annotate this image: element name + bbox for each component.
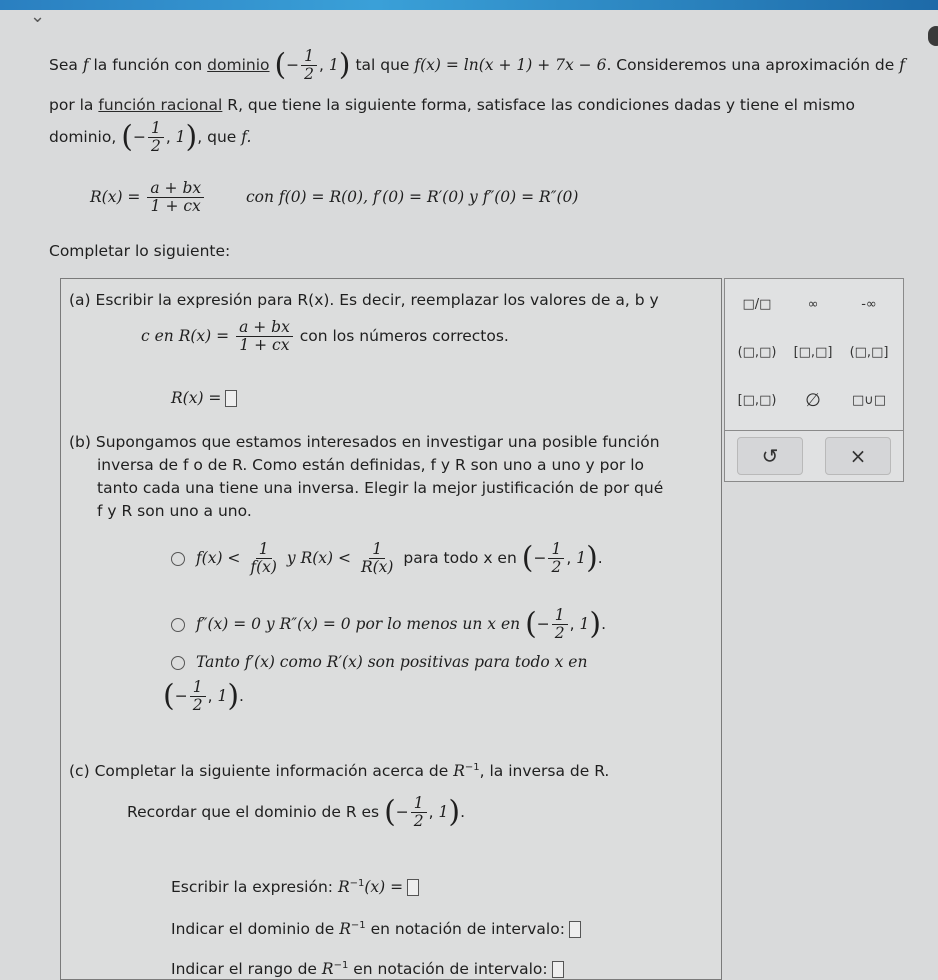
funcion-racional-link[interactable]: función racional (98, 96, 223, 114)
union-button[interactable]: □∪□ (851, 393, 887, 408)
chevron-down-icon[interactable]: ⌄ (30, 6, 46, 27)
interval: (− $\frac{1}{2}$ , 1) (274, 47, 351, 84)
option-3[interactable]: Tanto f′(x) como R′(x) son positivas para todo x en (171, 651, 711, 673)
question-panel (60, 278, 722, 980)
part-a-line-2: c en R(x) = $\frac{a + bx}{1 + cx}$ con los números correctos. (141, 318, 509, 355)
part-c-range: Indicar el rango de $R^{-1}$ en notación de intervalo: (171, 955, 731, 980)
part-c-line-2: Recordar que el dominio de R es (− $\frac{1}{2}$ , 1). (127, 794, 466, 831)
math-palette (724, 278, 904, 432)
part-b-line-1: (b) Supongamos que estamos interesados en investigar una posible función (69, 433, 660, 451)
radio-option-1[interactable] (171, 552, 185, 566)
inverse-expression-input[interactable] (407, 879, 419, 896)
intro-line-3: dominio, (− $\frac{1}{2}$ , 1), que f. (49, 119, 252, 156)
scroll-handle[interactable] (928, 26, 938, 46)
part-a-line-1: (a) Escribir la expresión para R(x). Es decir, reemplazar los valores de a, b y (69, 291, 659, 309)
part-b-line-4: f y R son uno a uno. (97, 502, 252, 520)
neg-infinity-button[interactable]: -∞ (861, 297, 877, 312)
open-closed-interval-button[interactable]: (□,□] (849, 345, 889, 360)
rx-definition: R(x) = $\frac{a + bx}{1 + cx}$ con f(0) = R(0), f′(0) = R′(0) y f″(0) = R″(0) (90, 179, 579, 216)
rx-answer-input[interactable] (225, 390, 237, 407)
part-b-line-3: tanto cada una tiene una inversa. Elegir la mejor justificación de por qué (97, 479, 664, 497)
palette-actions (724, 430, 904, 482)
intro-line-1: Sea f la función con dominio (− $\frac{1}{2}$ , 1) tal que f(x) = ln(x + 1) + 7x − 6. Consideremos una aproximación de f (49, 47, 905, 84)
radio-option-3[interactable] (171, 656, 185, 670)
top-bar (0, 0, 938, 10)
intro-line-2: por la función racional R, que tiene la siguiente forma, satisface las condiciones dadas y tiene el mismo (49, 96, 855, 114)
option-3-interval: (− $\frac{1}{2}$ , 1). (163, 678, 244, 715)
infinity-button[interactable]: ∞ (807, 297, 819, 312)
fraction-button[interactable]: □/□ (742, 297, 772, 312)
complete-heading: Completar lo siguiente: (49, 242, 231, 260)
closed-open-interval-button[interactable]: [□,□) (737, 393, 777, 408)
option-2[interactable]: f″(x) = 0 y R″(x) = 0 por lo menos un x en (− $\frac{1}{2}$ , 1). (171, 607, 711, 642)
part-c-domain: Indicar el dominio de $R^{-1}$ en notación de intervalo: (171, 915, 731, 940)
open-open-interval-button[interactable]: (□,□) (737, 345, 777, 360)
radio-option-2[interactable] (171, 618, 185, 632)
part-c-line-1: (c) Completar la siguiente información acerca de $R^{-1}$, la inversa de R. (69, 762, 610, 781)
part-b-line-2: inversa de f o de R. Como están definidas, f y R son uno a uno y por lo (97, 456, 645, 474)
inverse-range-input[interactable] (552, 961, 564, 978)
dominio-link[interactable]: dominio (207, 56, 270, 75)
part-c-expression: Escribir la expresión: $R^{-1}(x)$ = (171, 873, 711, 898)
clear-icon[interactable]: × (825, 437, 891, 475)
undo-icon[interactable]: ↺ (737, 437, 803, 475)
option-1[interactable]: f(x) < $\frac{1}{f(x)}$ y R(x) < $\frac{1}{R(x)}$ para todo x en (− $\frac{1}{2}$ , 1). (171, 541, 711, 576)
empty-set-button[interactable]: ∅ (805, 390, 821, 411)
closed-closed-interval-button[interactable]: [□,□] (793, 345, 833, 360)
inverse-domain-input[interactable] (569, 921, 581, 938)
part-a-answer: R(x) = (171, 387, 237, 409)
